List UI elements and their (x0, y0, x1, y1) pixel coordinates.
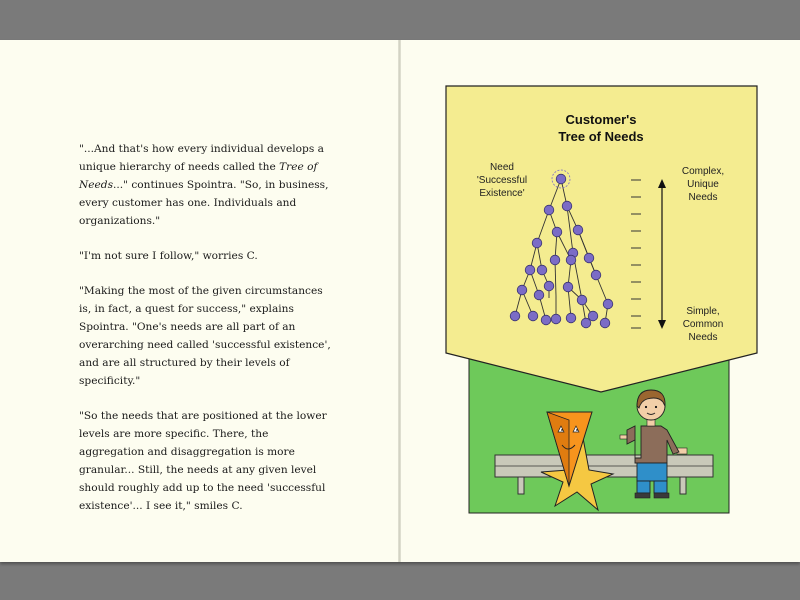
paragraph-1: "...And that's how every individual develops a unique hierarchy of needs called the Tree of Needs..." continues Spointra. "So, in business, every customer has one. Individuals and organizations." (79, 143, 329, 227)
book-spread (0, 40, 800, 562)
left-page (0, 40, 398, 562)
top-label-3: Needs (688, 192, 718, 203)
bottom-label-1: Simple, (686, 306, 720, 317)
top-label-2: Unique (687, 179, 719, 190)
bottom-label-2: Common (682, 319, 724, 330)
story-text (79, 140, 334, 532)
paragraph-4: "So the needs that are positioned at the lower levels are more specific. There, the aggregation and disaggregation is more granular... Still, the needs at any given level should roughly add up to the need 'successful existence'... I see it," smiles C. (79, 410, 327, 512)
right-page (401, 40, 800, 562)
root-label-1: Need (490, 162, 514, 173)
root-node (556, 174, 566, 184)
title-line-1: Customer's (565, 112, 637, 127)
paragraph-3: "Making the most of the given circumstances is, in fact, a quest for success," explains Spointra. "One's needs are all part of an overarching need called 'successful existence', and are all structured by their levels of specificity." (79, 285, 331, 387)
top-label-1: Complex, (681, 166, 725, 177)
tree-of-needs-illustration (401, 40, 800, 562)
title-line-2: Tree of Needs (558, 129, 644, 144)
root-label-3: Existence' (479, 188, 525, 199)
bottom-label-3: Needs (688, 332, 718, 343)
paragraph-2: "I'm not sure I follow," worries C. (79, 250, 258, 262)
root-label-2: 'Successful (476, 175, 528, 186)
pants (637, 463, 667, 481)
